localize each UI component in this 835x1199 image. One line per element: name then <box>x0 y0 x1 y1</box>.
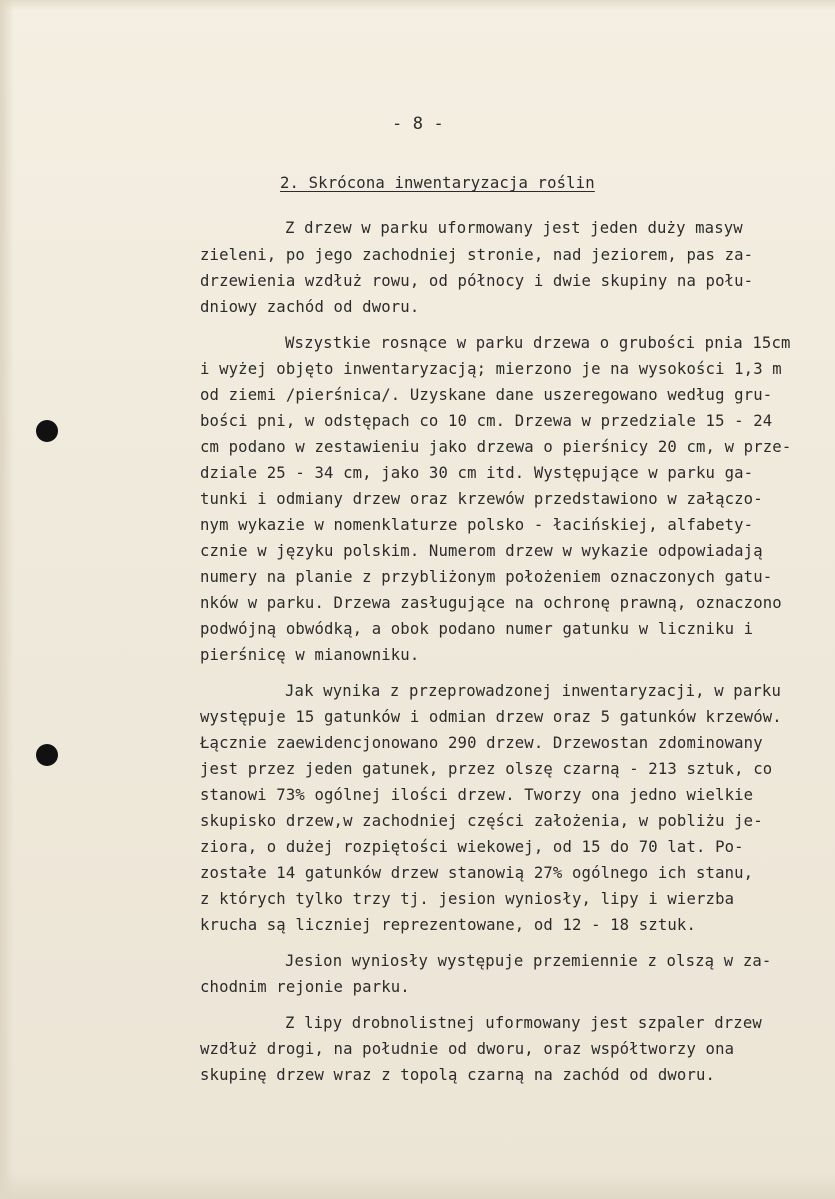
text-line: tunki i odmiany drzew oraz krzewów przedstawiono w załączo- <box>200 490 763 508</box>
text-line: skupisko drzew,w zachodniej części założenia, w pobliżu je- <box>200 812 763 830</box>
text-line: Jak wynika z przeprowadzonej inwentaryzacji, w parku <box>285 682 781 700</box>
page-number: - 8 - <box>392 114 444 134</box>
text-line: dniowy zachód od dworu. <box>200 298 420 316</box>
section-heading: 2. Skrócona inwentaryzacja roślin <box>280 174 595 192</box>
paper-edge-shadow <box>0 1171 835 1199</box>
text-line: pierśnicę w mianowniku. <box>200 646 420 664</box>
text-line: stanowi 73% ogólnej ilości drzew. Tworzy ona jedno wielkie <box>200 786 754 804</box>
text-line: krucha są liczniej reprezentowane, od 12 - 18 sztuk. <box>200 916 696 934</box>
paper-edge-shadow <box>0 0 835 10</box>
text-line: wzdłuż drogi, na południe od dworu, oraz współtworzy ona <box>200 1040 735 1058</box>
text-line: występuje 15 gatunków i odmian drzew oraz 5 gatunków krzewów. <box>200 708 782 726</box>
text-line: Z drzew w parku uformowany jest jeden duży masyw <box>285 219 743 237</box>
text-line: ziora, o dużej rozpiętości wiekowej, od 15 do 70 lat. Po- <box>200 838 744 856</box>
text-line: zostałe 14 gatunków drzew stanowią 27% ogólnego ich stanu, <box>200 864 754 882</box>
text-line: drzewienia wzdłuż rowu, od północy i dwie skupiny na połu- <box>200 272 754 290</box>
text-line: zieleni, po jego zachodniej stronie, nad jeziorem, pas za- <box>200 246 754 264</box>
text-line: Łącznie zaewidencjonowano 290 drzew. Drzewostan zdominowany <box>200 734 763 752</box>
text-line: skupinę drzew wraz z topolą czarną na zachód od dworu. <box>200 1066 716 1084</box>
text-line: Wszystkie rosnące w parku drzewa o grubości pnia 15cm <box>285 334 791 352</box>
paper-edge-shadow <box>0 0 14 1199</box>
text-line: numery na planie z przybliżonym położeniem oznaczonych gatu- <box>200 568 773 586</box>
text-line: nków w parku. Drzewa zasługujące na ochronę prawną, oznaczono <box>200 594 782 612</box>
text-line: cznie w języku polskim. Numerom drzew w wykazie odpowiadają <box>200 542 763 560</box>
text-line: podwójną obwódką, a obok podano numer gatunku w liczniku i <box>200 620 754 638</box>
text-line: Jesion wyniosły występuje przemiennie z olszą w za- <box>285 952 772 970</box>
text-line: dziale 25 - 34 cm, jako 30 cm itd. Występujące w parku ga- <box>200 464 754 482</box>
text-line: nym wykazie w nomenklaturze polsko - łacińskiej, alfabety- <box>200 516 754 534</box>
text-line: od ziemi /pierśnica/. Uzyskane dane uszeregowano według gru- <box>200 386 773 404</box>
text-line: jest przez jeden gatunek, przez olszę czarną - 213 sztuk, co <box>200 760 773 778</box>
text-line: chodnim rejonie parku. <box>200 978 410 996</box>
binder-hole <box>36 420 58 442</box>
text-line: bości pni, w odstępach co 10 cm. Drzewa w przedziale 15 - 24 <box>200 412 773 430</box>
binder-hole <box>36 744 58 766</box>
text-line: Z lipy drobnolistnej uformowany jest szpaler drzew <box>285 1014 762 1032</box>
text-line: cm podano w zestawieniu jako drzewa o pierśnicy 20 cm, w prze- <box>200 438 792 456</box>
text-line: z których tylko trzy tj. jesion wyniosły, lipy i wierzba <box>200 890 735 908</box>
text-line: i wyżej objęto inwentaryzacją; mierzono je na wysokości 1,3 m <box>200 360 782 378</box>
